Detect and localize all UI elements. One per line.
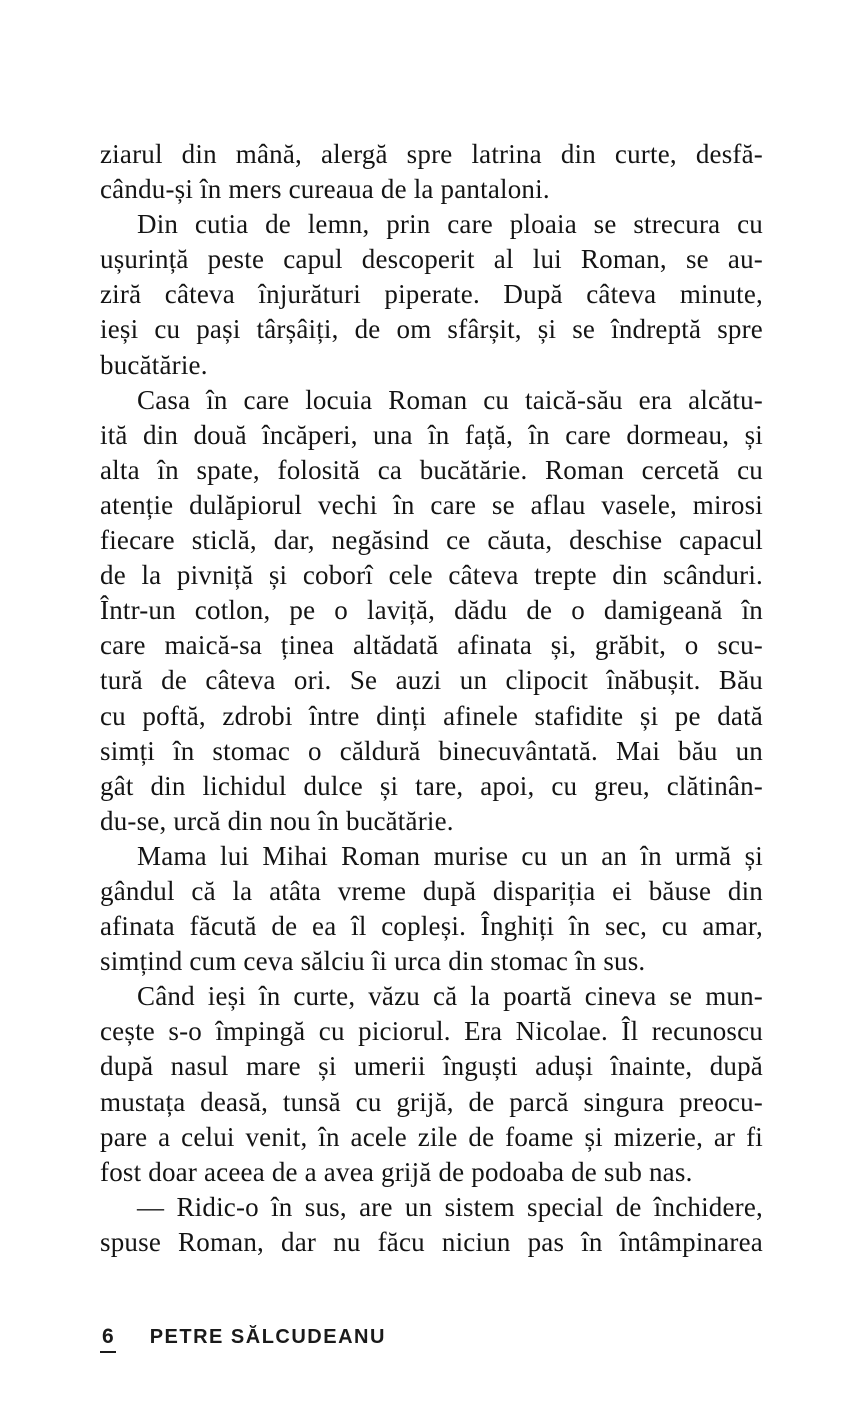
- text-line: Într-un cotlon, pe o laviță, dădu de o damigeană în: [100, 595, 763, 626]
- page-number: 6: [100, 1326, 116, 1353]
- text-line: atenție dulăpiorul vechi în care se aflau vasele, mirosi: [100, 489, 763, 520]
- text-line: care maică-sa ținea altădată afinata și, grăbit, o scu-: [100, 630, 763, 661]
- text-line: afinata făcută de ea îl copleși. Înghiți în sec, cu amar,: [100, 911, 763, 942]
- text-line: cu poftă, zdrobi între dinți afinele stafidite și pe dată: [100, 700, 763, 731]
- text-line: Din cutia de lemn, prin care ploaia se strecura cu: [137, 209, 763, 240]
- text-line: Casa în care locuia Roman cu taică-său era alcătu-: [137, 384, 763, 415]
- text-line: simțind cum ceva sălciu îi urca din stomac în sus.: [100, 946, 646, 977]
- text-line: ușurință peste capul descoperit al lui Roman, se au-: [100, 244, 763, 275]
- text-line: simți în stomac o căldură binecuvântată. Mai bău un: [100, 735, 763, 766]
- text-line: du-se, urcă din nou în bucătărie.: [100, 805, 454, 836]
- text-line: Mama lui Mihai Roman murise cu un an în urmă și: [137, 840, 763, 871]
- text-line: ieși cu pași târșâiți, de om sfârșit, și se îndreptă spre: [100, 314, 763, 345]
- text-line: pare a celui venit, în acele zile de foame și mizerie, ar fi: [100, 1121, 763, 1152]
- text-line: ziarul din mână, alergă spre latrina din curte, desfă-: [100, 139, 763, 169]
- text-line: alta în spate, folosită ca bucătărie. Roman cercetă cu: [100, 454, 763, 485]
- text-line: după nasul mare și umerii înguști aduși înainte, după: [100, 1051, 763, 1082]
- footer-author-name: PETRE SĂLCUDEANU: [149, 1326, 386, 1348]
- body-text: [100, 137, 763, 1260]
- text-line: fost doar aceea de a avea grijă de podoaba de sub nas.: [100, 1156, 693, 1187]
- text-line: gât din lichidul dulce și tare, apoi, cu greu, clătinân-: [100, 770, 763, 801]
- text-line: tură de câteva ori. Se auzi un clipocit înăbușit. Bău: [100, 665, 763, 696]
- text-line: fiecare sticlă, dar, negăsind ce căuta, deschise capacul: [100, 525, 763, 556]
- text-line: spuse Roman, dar nu făcu niciun pas în întâmpinarea: [100, 1226, 763, 1257]
- text-line: cește s-o împingă cu piciorul. Era Nicolae. Îl recunoscu: [100, 1016, 763, 1047]
- text-line: — Ridic-o în sus, are un sistem special de închidere,: [137, 1191, 763, 1222]
- text-line: gândul că la atâta vreme după dispariția ei băuse din: [100, 875, 763, 906]
- text-line: mustața deasă, tunsă cu grijă, de parcă singura preocu-: [100, 1086, 763, 1117]
- page-footer: [100, 1326, 763, 1353]
- text-line: cându-și în mers cureaua de la pantaloni.: [100, 174, 550, 205]
- text-line: de la pivniță și coborî cele câteva trepte din scânduri.: [100, 560, 763, 591]
- text-line: ziră câteva înjurături piperate. După câteva minute,: [100, 279, 763, 310]
- text-line: bucătărie.: [100, 349, 208, 380]
- text-line: Când ieși în curte, văzu că la poartă cineva se mun-: [137, 981, 763, 1012]
- text-line: ită din două încăperi, una în față, în care dormeau, și: [100, 419, 763, 450]
